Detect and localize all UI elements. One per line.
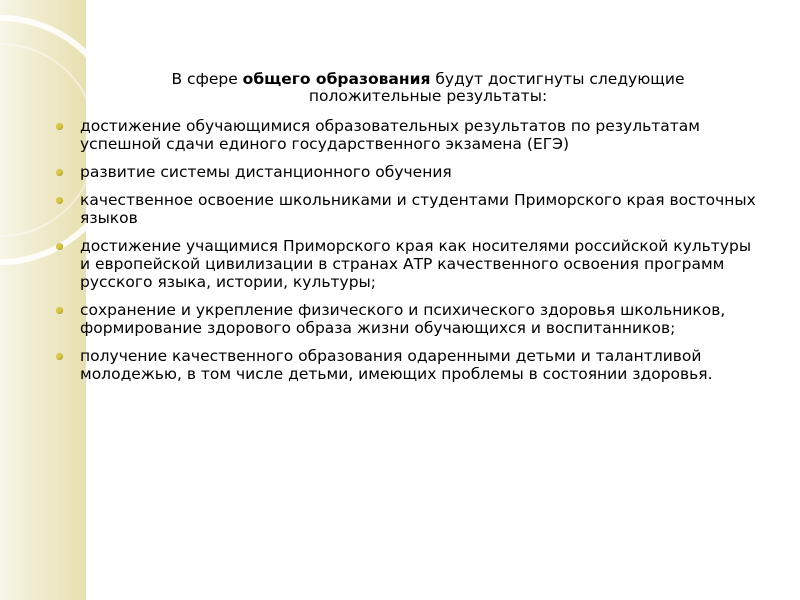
bullet-item: качественное освоение школьниками и студентами Приморского края восточных языков [56, 191, 756, 227]
title-prefix: В сфере [171, 70, 243, 88]
title-suffix: будут достигнуты следующие [430, 70, 685, 88]
bullet-item: сохранение и укрепление физического и психического здоровья школьников, формирование здорового образа жизни обучающихся и воспитанников; [56, 301, 756, 337]
bullet-list [56, 117, 756, 393]
bullet-item: получение качественного образования одаренными детьми и талантливой молодежью, в том числе детьми, имеющих проблемы в состоянии здоровья. [56, 347, 756, 383]
title-bold: общего образования [242, 70, 431, 88]
slide-title [92, 71, 764, 105]
bullet-item: достижение учащимися Приморского края как носителями российской культуры и европейской цивилизации в странах АТР качественного освоения программ русского языка, истории, культуры; [56, 237, 756, 291]
bullet-item: достижение обучающимися образовательных результатов по результатам успешной сдачи единого государственного экзамена (ЕГЭ) [56, 117, 756, 153]
bullet-item: развитие системы дистанционного обучения [56, 163, 756, 181]
title-line2: положительные результаты: [308, 87, 548, 105]
